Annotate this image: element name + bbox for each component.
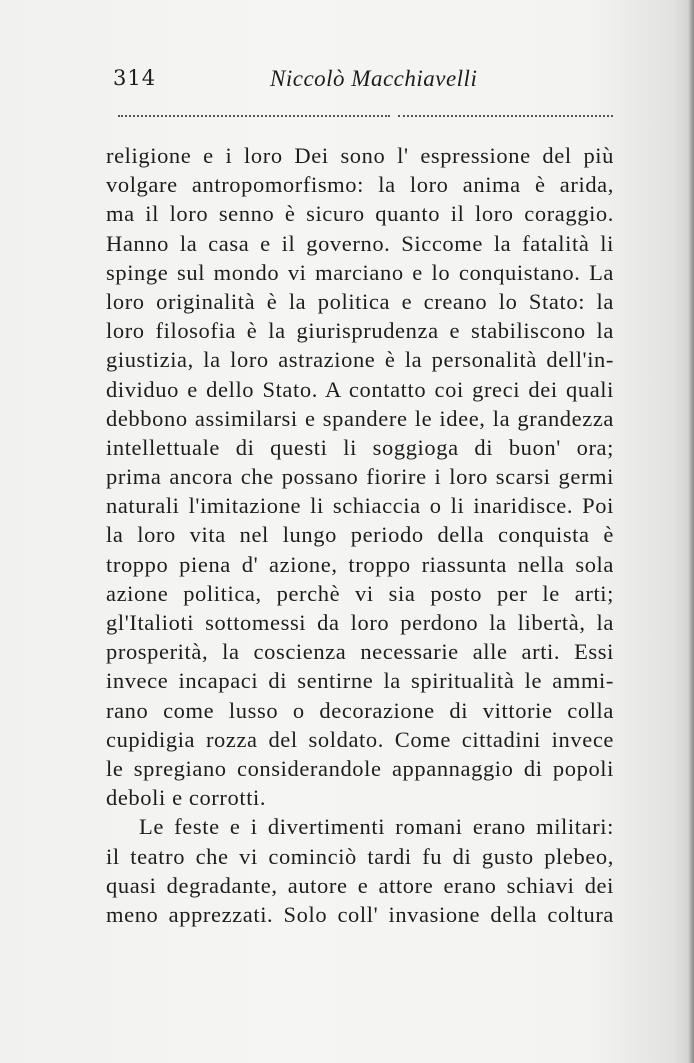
text-line: quasi degradante, autore e attore erano schiavi dei	[106, 872, 614, 898]
text-line: deboli e corrotti.	[106, 785, 267, 811]
text-line: dividuo e dello Stato. A contatto coi greci dei quali	[106, 376, 614, 402]
text-line: spinge sul mondo vi marciano e lo conquistano. La	[106, 259, 614, 285]
text-line: azione politica, perchè vi sia posto per le arti;	[106, 580, 614, 606]
text-line: religione e i loro Dei sono l' espressione del più	[106, 143, 614, 168]
text-line: intellettuale di questi li soggioga di buon' ora;	[106, 434, 614, 460]
text-line: il teatro che vi cominciò tardi fu di gusto plebeo,	[106, 843, 614, 869]
header-rule-right	[398, 115, 613, 117]
text-line: gl'Italioti sottomessi da loro perdono la libertà, la	[106, 610, 614, 635]
page-edge-shadow	[688, 0, 694, 1063]
paragraph	[106, 141, 614, 812]
text-line: volgare antropomorfismo: la loro anima è arida,	[106, 172, 614, 198]
text-line: cupidigia rozza del soldato. Come cittadini invece	[106, 726, 614, 752]
text-line: meno apprezzati. Solo coll' invasione della coltura	[106, 901, 614, 927]
paragraph	[106, 812, 614, 929]
text-line: prosperità, la coscienza necessarie alle arti. Essi	[106, 639, 614, 665]
text-line: la loro vita nel lungo periodo della conquista è	[106, 522, 614, 548]
text-line: debbono assimilarsi e spandere le idee, la grandezza	[106, 405, 614, 431]
text-line: giustizia, la loro astrazione è la personalità dell'in-	[106, 347, 614, 373]
text-line: prima ancora che possano fiorire i loro scarsi germi	[106, 464, 614, 490]
text-line: rano come lusso o decorazione di vittorie colla	[106, 697, 614, 723]
page-number: 314	[113, 66, 157, 90]
text-line: le spregiano considerandole appannaggio di popoli	[106, 755, 614, 781]
text-line: loro originalità è la politica e creano lo Stato: la	[106, 288, 614, 314]
body-text	[106, 141, 614, 929]
text-line: Le feste e i divertimenti romani erano militari:	[139, 814, 614, 840]
page-header	[113, 66, 613, 106]
text-line: loro filosofia è la giurisprudenza e stabiliscono la	[106, 318, 614, 344]
text-line: troppo piena d' azione, troppo riassunta nella sola	[106, 551, 614, 577]
text-line: invece incapaci di sentirne la spiritualità le ammi-	[106, 668, 614, 694]
text-line: ma il loro senno è sicuro quanto il loro coraggio.	[106, 201, 614, 227]
running-title: Niccolò Macchiavelli	[270, 66, 478, 91]
text-line: naturali l'imitazione li schiaccia o li inaridisce. Poi	[106, 493, 614, 519]
header-rule-left	[118, 115, 390, 117]
text-line: Hanno la casa e il governo. Siccome la fatalità li	[106, 230, 614, 256]
